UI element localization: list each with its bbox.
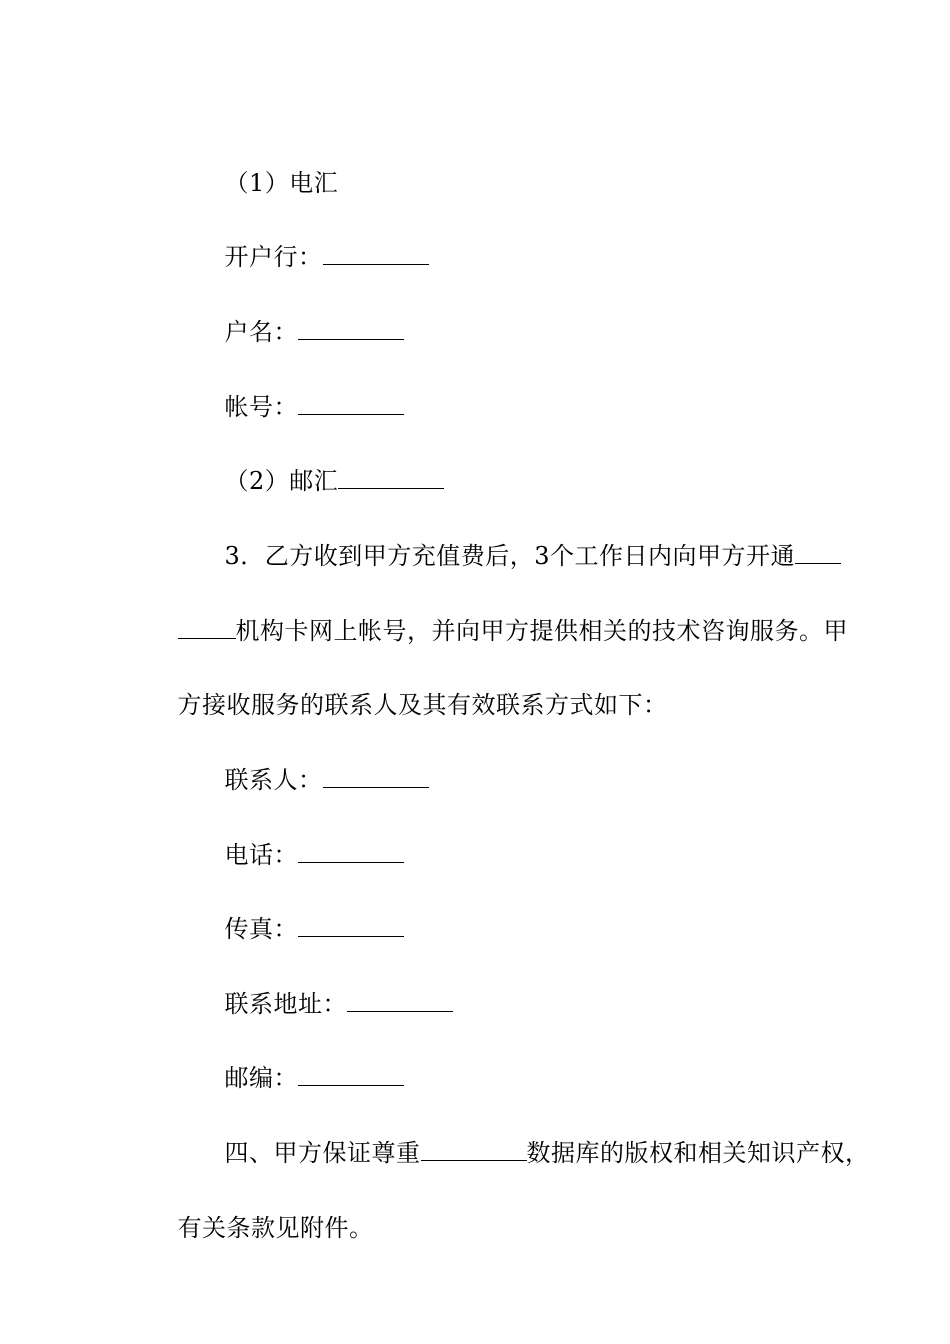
postcode-blank bbox=[298, 1063, 404, 1086]
phone-blank bbox=[298, 840, 404, 863]
clause-3-text-1: 3．乙方收到甲方充值费后，3个工作日内向甲方开通 bbox=[224, 542, 796, 570]
address-label: 联系地址： bbox=[224, 990, 348, 1018]
account-number-label: 帐号： bbox=[224, 393, 299, 421]
postal-remittance-label: （2）邮汇 bbox=[224, 467, 339, 495]
contact-person-label: 联系人： bbox=[224, 766, 323, 794]
account-name-blank bbox=[298, 317, 404, 340]
wire-transfer-heading: （1）电汇 bbox=[224, 169, 339, 197]
service-blank-part-1 bbox=[795, 541, 841, 564]
clause-4-text-b: 数据库的版权和相关知识产权， bbox=[526, 1139, 870, 1167]
bank-name-blank bbox=[323, 242, 429, 265]
bank-name-label: 开户行： bbox=[224, 243, 323, 271]
phone-label: 电话： bbox=[224, 841, 299, 869]
clause-4-text-2: 有关条款见附件。 bbox=[177, 1214, 374, 1242]
postal-remittance-blank bbox=[338, 466, 444, 489]
service-blank-part-2 bbox=[178, 616, 236, 639]
account-number-blank bbox=[298, 392, 404, 415]
database-name-blank bbox=[421, 1138, 527, 1161]
clause-4-text-a: 四、甲方保证尊重 bbox=[224, 1139, 421, 1167]
account-name-label: 户名： bbox=[224, 318, 299, 346]
fax-blank bbox=[298, 914, 404, 937]
address-blank bbox=[347, 989, 453, 1012]
clause-4-line-2 bbox=[145, 1183, 374, 1273]
postcode-label: 邮编： bbox=[224, 1064, 299, 1092]
fax-label: 传真： bbox=[224, 915, 299, 943]
clause-3-text-3: 方接收服务的联系人及其有效联系方式如下： bbox=[177, 691, 668, 719]
contact-person-blank bbox=[323, 765, 429, 788]
clause-3-text-2: 机构卡网上帐号，并向甲方提供相关的技术咨询服务。甲 bbox=[235, 617, 849, 645]
